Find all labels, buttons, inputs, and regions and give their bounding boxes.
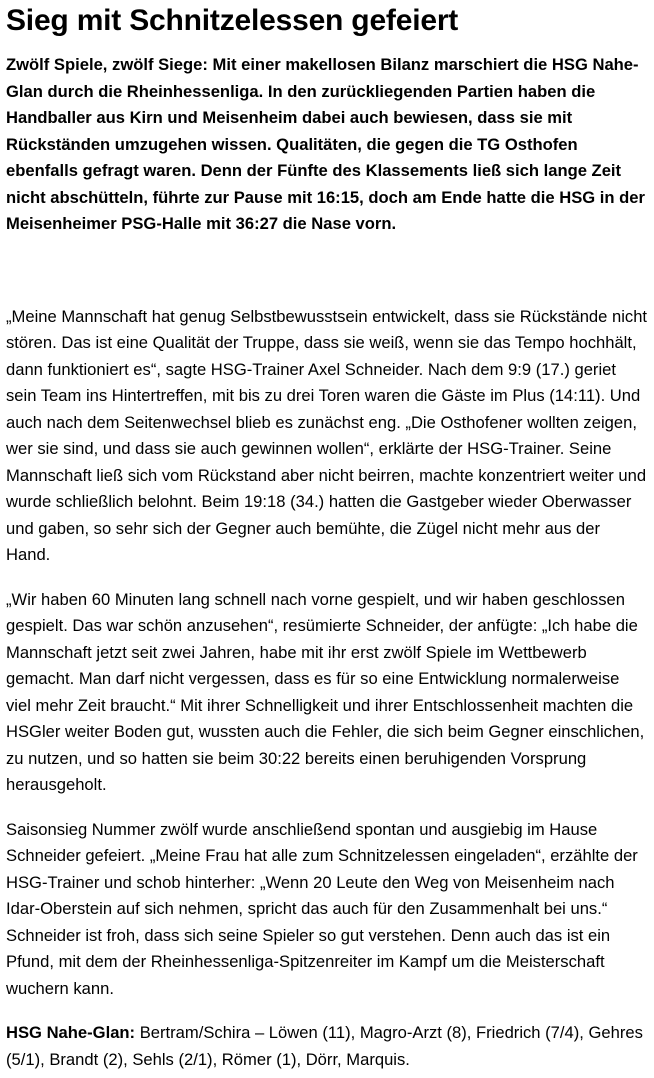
- article: [0, 4, 654, 1073]
- team-lineup-players: Bertram/Schira – Löwen (11), Magro-Arzt (8), Friedrich (7/4), Gehres (5/1), Brandt (2), Sehls (2/1), Römer (1), Dörr, Marquis.: [6, 1023, 643, 1069]
- article-headline: Sieg mit Schnitzelessen gefeiert: [6, 4, 459, 37]
- article-paragraph-1: „Meine Mannschaft hat genug Selbstbewusstsein entwickelt, dass sie Rückstände nicht stören. Das ist eine Qualität der Truppe, dass sie weiß, wenn sie das Tempo hochhält, dann funktioniert es“, sagte HSG-Trainer Axel Schneider. Nach dem 9:9 (17.) geriet sein Team ins Hintertreffen, mit bis zu drei Toren waren die Gäste im Plus (14:11). Und auch nach dem Seitenwechsel blieb es zunächst eng. „Die Osthofener wollten zeigen, wer sie sind, und dass sie auch gewinnen wollen“, erklärte der HSG-Trainer. Seine Mannschaft ließ sich vom Rückstand aber nicht beirren, machte konzentriert weiter und wurde schließlich belohnt. Beim 19:18 (34.) hatten die Gastgeber wieder Oberwasser und gaben, so sehr sich der Gegner auch bemühte, die Zügel nicht mehr aus der Hand.: [6, 306, 648, 564]
- article-paragraph-3: Saisonsieg Nummer zwölf wurde anschließend spontan und ausgiebig im Hause Schneider gefeiert. „Meine Frau hat alle zum Schnitzelessen eingeladen“, erzählte der HSG-Trainer und schob hinterher: „Wenn 20 Leute den Weg von Meisenheim nach Idar-Oberstein auf sich nehmen, spricht das auch für den Zusammenhalt bei uns.“ Schneider ist froh, dass sich seine Spieler so gut verstehen. Denn auch das ist ein Pfund, mit dem der Rheinhessenliga-Spitzenreiter im Kampf um die Meisterschaft wuchern kann.: [6, 819, 638, 998]
- article-paragraph-2: „Wir haben 60 Minuten lang schnell nach vorne gespielt, und wir haben geschlossen gespielt. Das war schön anzusehen“, resümierte Schneider, der anfügte: „Ich habe die Mannschaft jetzt seit zwei Jahren, habe mit ihr erst zwölf Spiele im Wettbewerb gemacht. Man darf nicht vergessen, dass es für so eine Entwicklung normalerweise viel mehr Zeit braucht.“ Mit ihrer Schnelligkeit und ihrer Entschlossenheit machten die HSGler weiter Boden gut, wussten auch die Fehler, die sich beim Gegner einschlichen, zu nutzen, und so hatten sie beim 30:22 bereits einen beruhigenden Vorsprung herausgeholt.: [6, 589, 645, 794]
- team-lineup-label: HSG Nahe-Glan:: [6, 1023, 136, 1042]
- team-lineup: [6, 1020, 648, 1073]
- article-lead: Zwölf Spiele, zwölf Siege: Mit einer makellosen Bilanz marschiert die HSG Nahe-Glan durch die Rheinhessenliga. In den zurückliegenden Partien haben die Handballer aus Kirn und Meisenheim dabei auch bewiesen, dass sie mit Rückständen umzugehen wissen. Qualitäten, die gegen die TG Osthofen ebenfalls gefragt waren. Denn der Fünfte des Klassements ließ sich lange Zeit nicht abschütteln, führte zur Pause mit 16:15, doch am Ende hatte die HSG in der Meisenheimer PSG-Halle mit 36:27 die Nase vorn.: [6, 55, 645, 233]
